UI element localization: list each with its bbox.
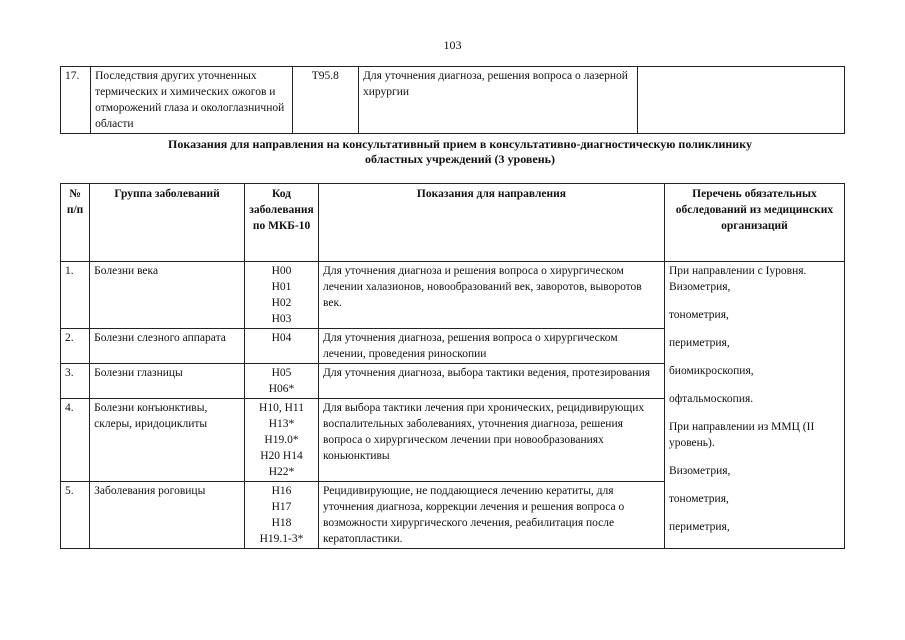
icd-code: H16 (271, 485, 292, 497)
table-row (61, 262, 845, 329)
exam-item: При направлении из ММЦ (II уровень). (668, 421, 815, 449)
icd-code: H19.1-3* (259, 533, 304, 545)
table-row (61, 67, 845, 134)
row-number: 17. (61, 67, 91, 134)
previous-section-table (60, 66, 845, 134)
indication: Для уточнения диагноза и решения вопроса о хирургическом лечении халазионов, новообразований век, заворотов, выворотов век. (318, 262, 664, 329)
icd-code: H04 (271, 332, 292, 344)
exam-item: периметрия, (668, 337, 730, 349)
row-number: 4. (61, 399, 90, 482)
indication: Рецидивирующие, не поддающиеся лечению кератиты, для уточнения диагноза, коррекции лечения и решения вопроса о возможности хирургического лечения, реабилитация после кератопластики. (318, 482, 664, 549)
icd-code: H20 H14 (260, 450, 303, 462)
icd-code: H19.0* (264, 434, 299, 446)
required-exams (664, 262, 844, 549)
exam-item: офтальмоскопия. (668, 393, 754, 405)
header-row (61, 184, 845, 262)
exam-item: тонометрия, (668, 309, 729, 321)
header-exams: Перечень обязательных обследований из медицинских организаций (664, 184, 844, 262)
header-code: Код заболевания по МКБ-10 (245, 184, 319, 262)
exam-item: При направлении с Iуровня. (668, 265, 807, 277)
page-number: 103 (443, 38, 462, 52)
exam-item: Визометрия, (668, 281, 731, 293)
icd-code: H03 (271, 313, 292, 325)
indication: Для уточнения диагноза, выбора тактики ведения, протезирования (318, 364, 664, 399)
header-indication: Показания для направления (318, 184, 664, 262)
row-number: 1. (61, 262, 90, 329)
exam-item: биомикроскопия, (668, 365, 754, 377)
exam-item: Визометрия, (668, 465, 731, 477)
icd-code: H22* (268, 466, 295, 478)
icd-code: H17 (271, 501, 292, 513)
icd-code: H02 (271, 297, 292, 309)
disease-group: Болезни конъюнктивы, склеры, иридоциклиты (90, 399, 245, 482)
icd-code: T95.8 (292, 67, 358, 134)
icd-code: H05 (271, 367, 292, 379)
icd-code: H06* (268, 383, 295, 395)
icd-code: H00 (271, 265, 292, 277)
icd-codes (245, 364, 319, 399)
icd-code: H13* (268, 418, 295, 430)
disease-group: Болезни века (90, 262, 245, 329)
section-heading: Показания для направления на консультативный прием в консультативно-диагностическую поликлинику областных учреждений (3 уровень) (168, 137, 752, 166)
indication: Для выбора тактики лечения при хронических, рецидивирующих воспалительных заболеваниях, уточнения диагноза, решения вопроса о хирургическом лечении при новообразованиях коньюнктивы (318, 399, 664, 482)
exam-item: тонометрия, (668, 493, 729, 505)
header-group: Группа заболеваний (90, 184, 245, 262)
row-number: 2. (61, 329, 90, 364)
exam-item: периметрия, (668, 521, 730, 533)
disease-group: Болезни слезного аппарата (90, 329, 245, 364)
icd-codes (245, 262, 319, 329)
header-num: № п/п (61, 184, 90, 262)
icd-codes (245, 482, 319, 549)
icd-codes (245, 329, 319, 364)
icd-codes (245, 399, 319, 482)
referral-indications-table (60, 183, 845, 549)
row-number: 3. (61, 364, 90, 399)
exams (638, 67, 845, 134)
disease-group: Последствия других уточненных термических и химических ожогов и отморожений глаза и окологлазничной области (91, 67, 292, 134)
icd-code: H18 (271, 517, 292, 529)
indication: Для уточнения диагноза, решения вопроса о лазерной хирургии (359, 67, 638, 134)
icd-code: H01 (271, 281, 292, 293)
indication: Для уточнения диагноза, решения вопроса о хирургическом лечении, проведения риноскопии (318, 329, 664, 364)
disease-group: Болезни глазницы (90, 364, 245, 399)
disease-group: Заболевания роговицы (90, 482, 245, 549)
row-number: 5. (61, 482, 90, 549)
icd-code: H10, H11 (259, 402, 304, 414)
